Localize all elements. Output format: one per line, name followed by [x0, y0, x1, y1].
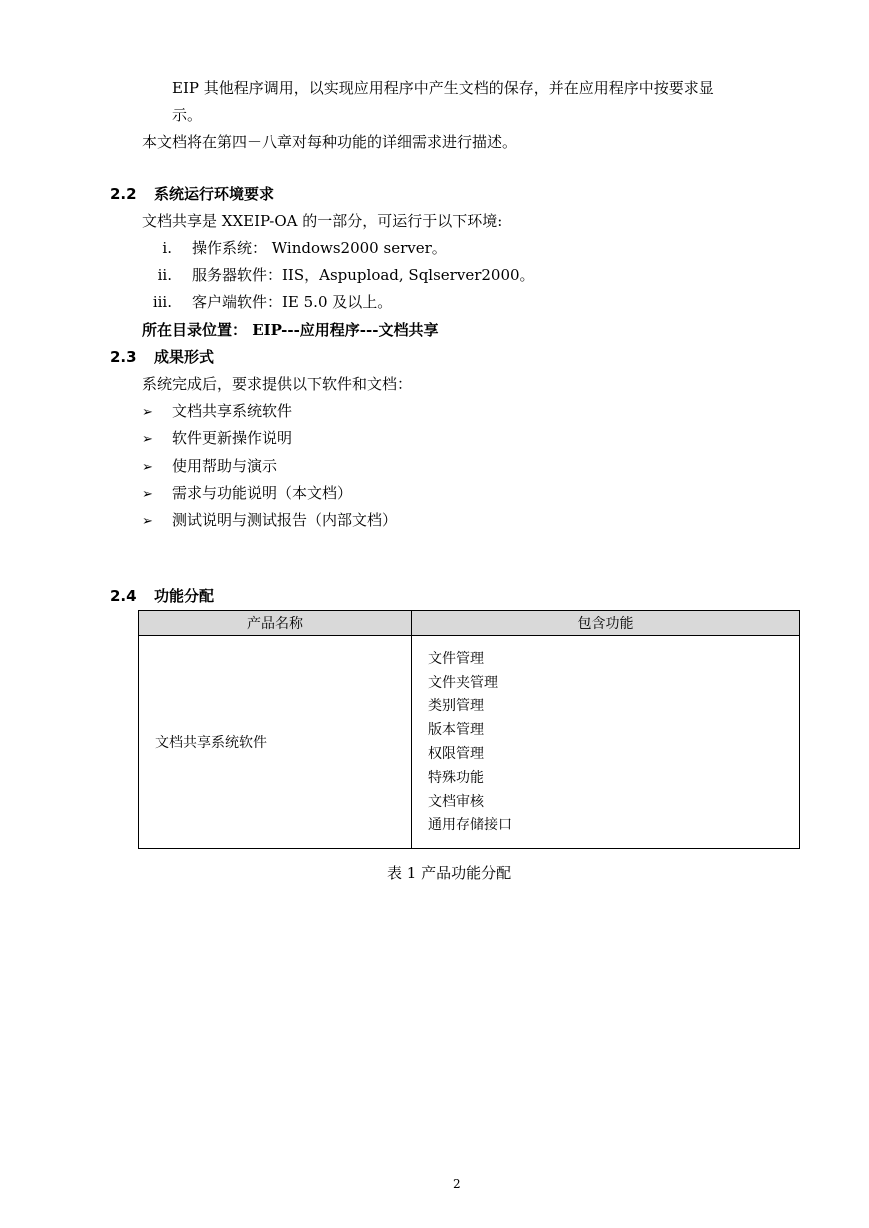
- feature-item: 版本管理: [428, 722, 484, 739]
- env-item-text: 客户端软件：IE 5.0 及以上。: [192, 293, 393, 311]
- page-number: 2: [453, 1177, 461, 1191]
- features-cell: [412, 636, 800, 849]
- section-2-2-heading: [110, 183, 274, 204]
- section-2-3-intro: 系统完成后，要求提供以下软件和文档：: [142, 375, 413, 393]
- section-number: 2.2: [110, 185, 137, 203]
- feature-item: 文件夹管理: [428, 674, 498, 691]
- section-number: 2.4: [110, 587, 137, 605]
- feature-item: 特殊功能: [428, 769, 484, 786]
- env-item: [132, 264, 535, 285]
- table-caption: 表 1 产品功能分配: [387, 864, 512, 882]
- section-2-3-heading: [110, 346, 214, 367]
- feature-item: 权限管理: [428, 746, 484, 762]
- list-item: [142, 509, 397, 530]
- feature-item: 通用存储接口: [428, 817, 512, 834]
- env-item-text: 服务器软件：IIS，Aspupload, Sqlserver2000。: [192, 266, 535, 284]
- section-2-4-heading: [110, 585, 214, 606]
- env-item-number: ii.: [157, 266, 172, 284]
- env-item: [132, 291, 392, 312]
- list-item-text: 需求与功能说明（本文档）: [172, 484, 353, 502]
- header-features: 包含功能: [412, 611, 800, 636]
- function-allocation-table: [138, 610, 800, 849]
- section-number: 2.3: [110, 348, 137, 366]
- section-title: 功能分配: [154, 587, 215, 605]
- list-item: [142, 400, 292, 421]
- product-name-cell: 文档共享系统软件: [139, 636, 412, 849]
- list-item-text: 使用帮助与演示: [172, 457, 278, 475]
- env-item-text: 操作系统： Windows2000 server。: [192, 239, 447, 257]
- list-item: [142, 455, 277, 476]
- arrow-bullet-icon: ➢: [142, 405, 153, 420]
- table-header-row: [139, 611, 800, 636]
- list-item: [142, 482, 352, 503]
- section-title: 系统运行环境要求: [154, 185, 275, 203]
- intro-line-2: 示。: [172, 106, 203, 124]
- list-item-text: 软件更新操作说明: [172, 429, 293, 447]
- intro-note: 本文档将在第四－八章对每种功能的详细需求进行描述。: [142, 133, 518, 151]
- env-item-number: iii.: [152, 293, 172, 311]
- env-item-number: i.: [162, 239, 172, 257]
- arrow-bullet-icon: ➢: [142, 460, 153, 475]
- list-item-text: 测试说明与测试报告（内部文档）: [172, 511, 398, 529]
- arrow-bullet-icon: ➢: [142, 514, 153, 529]
- section-2-2-intro: 文档共享是 XXEIP-OA 的一部分，可运行于以下环境:: [142, 212, 503, 230]
- header-product-name: 产品名称: [139, 611, 412, 636]
- arrow-bullet-icon: ➢: [142, 432, 153, 447]
- section-title: 成果形式: [154, 348, 215, 366]
- arrow-bullet-icon: ➢: [142, 487, 153, 502]
- intro-line-1: EIP 其他程序调用，以实现应用程序中产生文档的保存，并在应用程序中按要求显: [172, 79, 714, 97]
- feature-item: 文档审核: [428, 793, 484, 810]
- feature-item: 类别管理: [428, 698, 484, 715]
- directory-location: 所在目录位置： EIP---应用程序---文档共享: [142, 321, 439, 339]
- feature-item: 文件管理: [428, 650, 484, 667]
- list-item: [142, 427, 292, 448]
- env-item: [132, 237, 447, 258]
- list-item-text: 文档共享系统软件: [172, 402, 293, 420]
- table-row: [139, 636, 800, 849]
